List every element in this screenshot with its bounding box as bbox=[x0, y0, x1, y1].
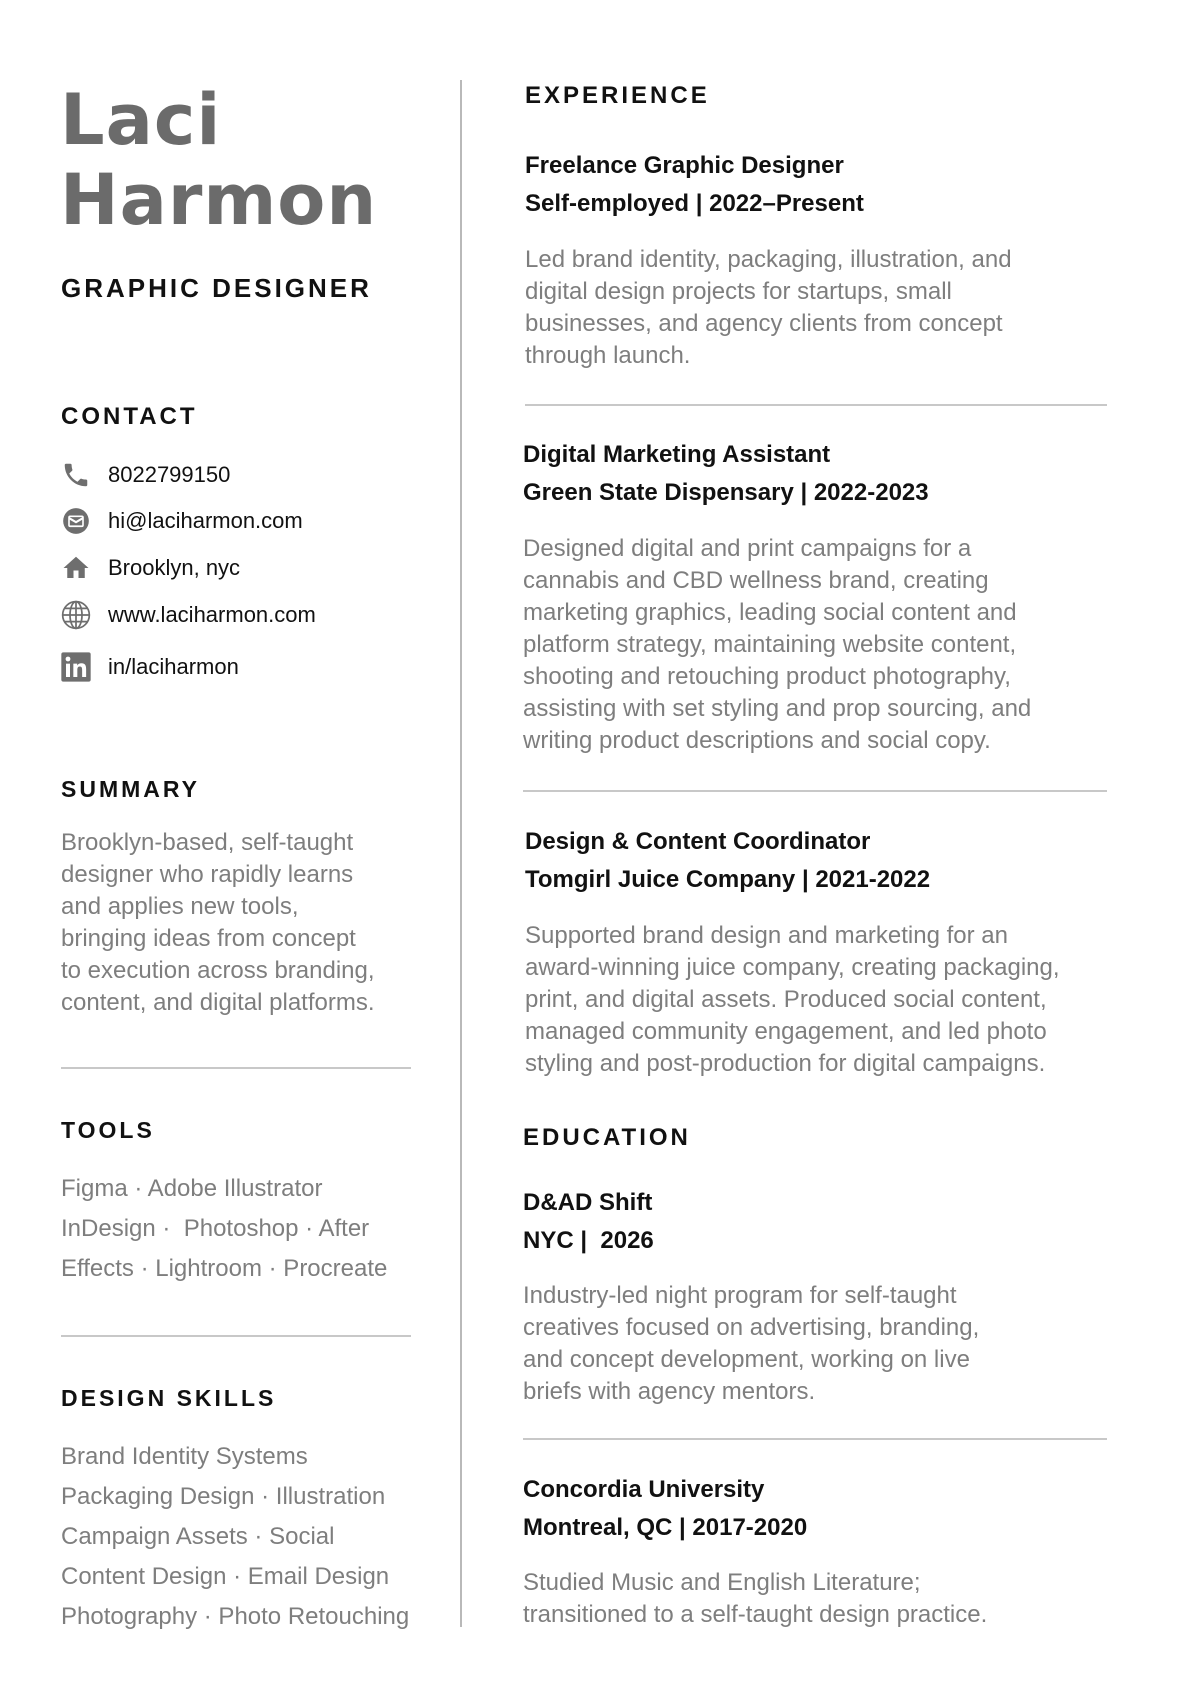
education-heading: EDUCATION bbox=[523, 1124, 691, 1151]
job-entry bbox=[523, 436, 929, 512]
tools-divider bbox=[61, 1335, 411, 1337]
skills-line: Brand Identity Systems bbox=[61, 1443, 308, 1470]
contact-location bbox=[60, 551, 240, 585]
job-desc-line: marketing graphics, leading social content and bbox=[523, 599, 1017, 626]
job-desc-line: award-winning juice company, creating packaging, bbox=[525, 954, 1060, 981]
last-name: Harmon bbox=[60, 159, 378, 241]
phone-icon bbox=[60, 459, 92, 491]
column-divider bbox=[460, 80, 462, 1627]
job-desc-line: managed community engagement, and led photo bbox=[525, 1018, 1047, 1045]
tools-line: Figma · Adobe Illustrator bbox=[61, 1175, 323, 1202]
skills-line: Photography · Photo Retouching bbox=[61, 1603, 410, 1630]
tools-list bbox=[61, 1169, 387, 1289]
job-role: GRAPHIC DESIGNER bbox=[61, 273, 372, 303]
job-desc-line: through launch. bbox=[525, 342, 691, 369]
job-entry bbox=[525, 823, 930, 899]
job-desc-line: styling and post-production for digital campaigns. bbox=[525, 1050, 1046, 1077]
summary-line: to execution across branding, bbox=[61, 957, 375, 984]
job-employer-dates: Green State Dispensary | 2022-2023 bbox=[523, 479, 929, 506]
job-entry bbox=[525, 147, 864, 223]
job-desc-line: Supported brand design and marketing for an bbox=[525, 922, 1008, 949]
job-desc-line: Led brand identity, packaging, illustration, and bbox=[525, 246, 1012, 273]
school-name: D&AD Shift bbox=[523, 1189, 653, 1216]
contact-location-value: Brooklyn, nyc bbox=[108, 555, 241, 580]
edu-desc-line: Studied Music and English Literature; bbox=[523, 1569, 921, 1596]
tools-line: Effects · Lightroom · Procreate bbox=[61, 1255, 388, 1282]
edu-desc-line: Industry-led night program for self-taught bbox=[523, 1282, 957, 1309]
summary-line: designer who rapidly learns bbox=[61, 861, 354, 888]
design-skills-list bbox=[61, 1437, 409, 1637]
school-name: Concordia University bbox=[523, 1476, 765, 1503]
contact-website[interactable] bbox=[60, 598, 316, 632]
summary-text bbox=[61, 827, 375, 1019]
summary-line: and applies new tools, bbox=[61, 893, 299, 920]
candidate-name bbox=[60, 80, 377, 240]
contact-email[interactable] bbox=[60, 504, 303, 538]
skills-line: Content Design · Email Design bbox=[61, 1563, 390, 1590]
tools-line: InDesign · Photoshop · After bbox=[61, 1215, 370, 1242]
skills-line: Packaging Design · Illustration bbox=[61, 1483, 386, 1510]
contact-linkedin[interactable] bbox=[60, 650, 239, 684]
summary-line: bringing ideas from concept bbox=[61, 925, 356, 952]
job-desc-line: cannabis and CBD wellness brand, creating bbox=[523, 567, 989, 594]
job-divider bbox=[523, 790, 1107, 792]
school-location-dates: NYC | 2026 bbox=[523, 1227, 654, 1254]
skills-line: Campaign Assets · Social bbox=[61, 1523, 335, 1550]
education-divider bbox=[523, 1438, 1107, 1440]
first-name: Laci bbox=[60, 79, 222, 161]
job-desc-line: writing product descriptions and social copy. bbox=[523, 727, 991, 754]
design-skills-heading: DESIGN SKILLS bbox=[61, 1385, 277, 1411]
contact-email-value: hi@laciharmon.com bbox=[108, 508, 303, 533]
job-desc-line: businesses, and agency clients from concept bbox=[525, 310, 1003, 337]
job-desc-line: digital design projects for startups, small bbox=[525, 278, 952, 305]
edu-desc-line: and concept development, working on live bbox=[523, 1346, 970, 1373]
job-title: Digital Marketing Assistant bbox=[523, 441, 831, 468]
school-location-dates: Montreal, QC | 2017-2020 bbox=[523, 1514, 808, 1541]
contact-heading: CONTACT bbox=[61, 403, 198, 430]
job-desc-line: platform strategy, maintaining website content, bbox=[523, 631, 1017, 658]
contact-website-value: www.laciharmon.com bbox=[108, 602, 316, 627]
contact-linkedin-value: in/laciharmon bbox=[108, 654, 239, 679]
job-title: Freelance Graphic Designer bbox=[525, 152, 844, 179]
education-description bbox=[523, 1567, 987, 1631]
job-desc-line: shooting and retouching product photography, bbox=[523, 663, 1011, 690]
job-employer-dates: Self-employed | 2022–Present bbox=[525, 190, 864, 217]
edu-desc-line: creatives focused on advertising, branding, bbox=[523, 1314, 980, 1341]
job-desc-line: Designed digital and print campaigns for a bbox=[523, 535, 972, 562]
job-employer-dates: Tomgirl Juice Company | 2021-2022 bbox=[525, 866, 931, 893]
job-description bbox=[523, 533, 1031, 757]
job-title: Design & Content Coordinator bbox=[525, 828, 871, 855]
summary-line: Brooklyn-based, self-taught bbox=[61, 829, 354, 856]
contact-phone-value: 8022799150 bbox=[108, 462, 231, 487]
email-icon bbox=[60, 505, 92, 537]
summary-line: content, and digital platforms. bbox=[61, 989, 375, 1016]
job-description bbox=[525, 244, 1012, 372]
job-description bbox=[525, 920, 1060, 1080]
education-entry bbox=[523, 1471, 807, 1547]
summary-divider bbox=[61, 1067, 411, 1069]
home-icon bbox=[60, 552, 92, 584]
education-description bbox=[523, 1280, 979, 1408]
contact-phone[interactable] bbox=[60, 458, 230, 492]
tools-heading: TOOLS bbox=[61, 1117, 155, 1143]
linkedin-icon bbox=[60, 651, 92, 683]
edu-desc-line: briefs with agency mentors. bbox=[523, 1378, 816, 1405]
experience-heading: EXPERIENCE bbox=[525, 82, 710, 109]
globe-icon bbox=[60, 599, 92, 631]
summary-heading: SUMMARY bbox=[61, 776, 200, 802]
job-desc-line: assisting with set styling and prop sourcing, and bbox=[523, 695, 1032, 722]
edu-desc-line: transitioned to a self-taught design practice. bbox=[523, 1601, 988, 1628]
job-divider bbox=[525, 404, 1107, 406]
education-entry bbox=[523, 1184, 654, 1260]
job-desc-line: print, and digital assets. Produced social content, bbox=[525, 986, 1047, 1013]
